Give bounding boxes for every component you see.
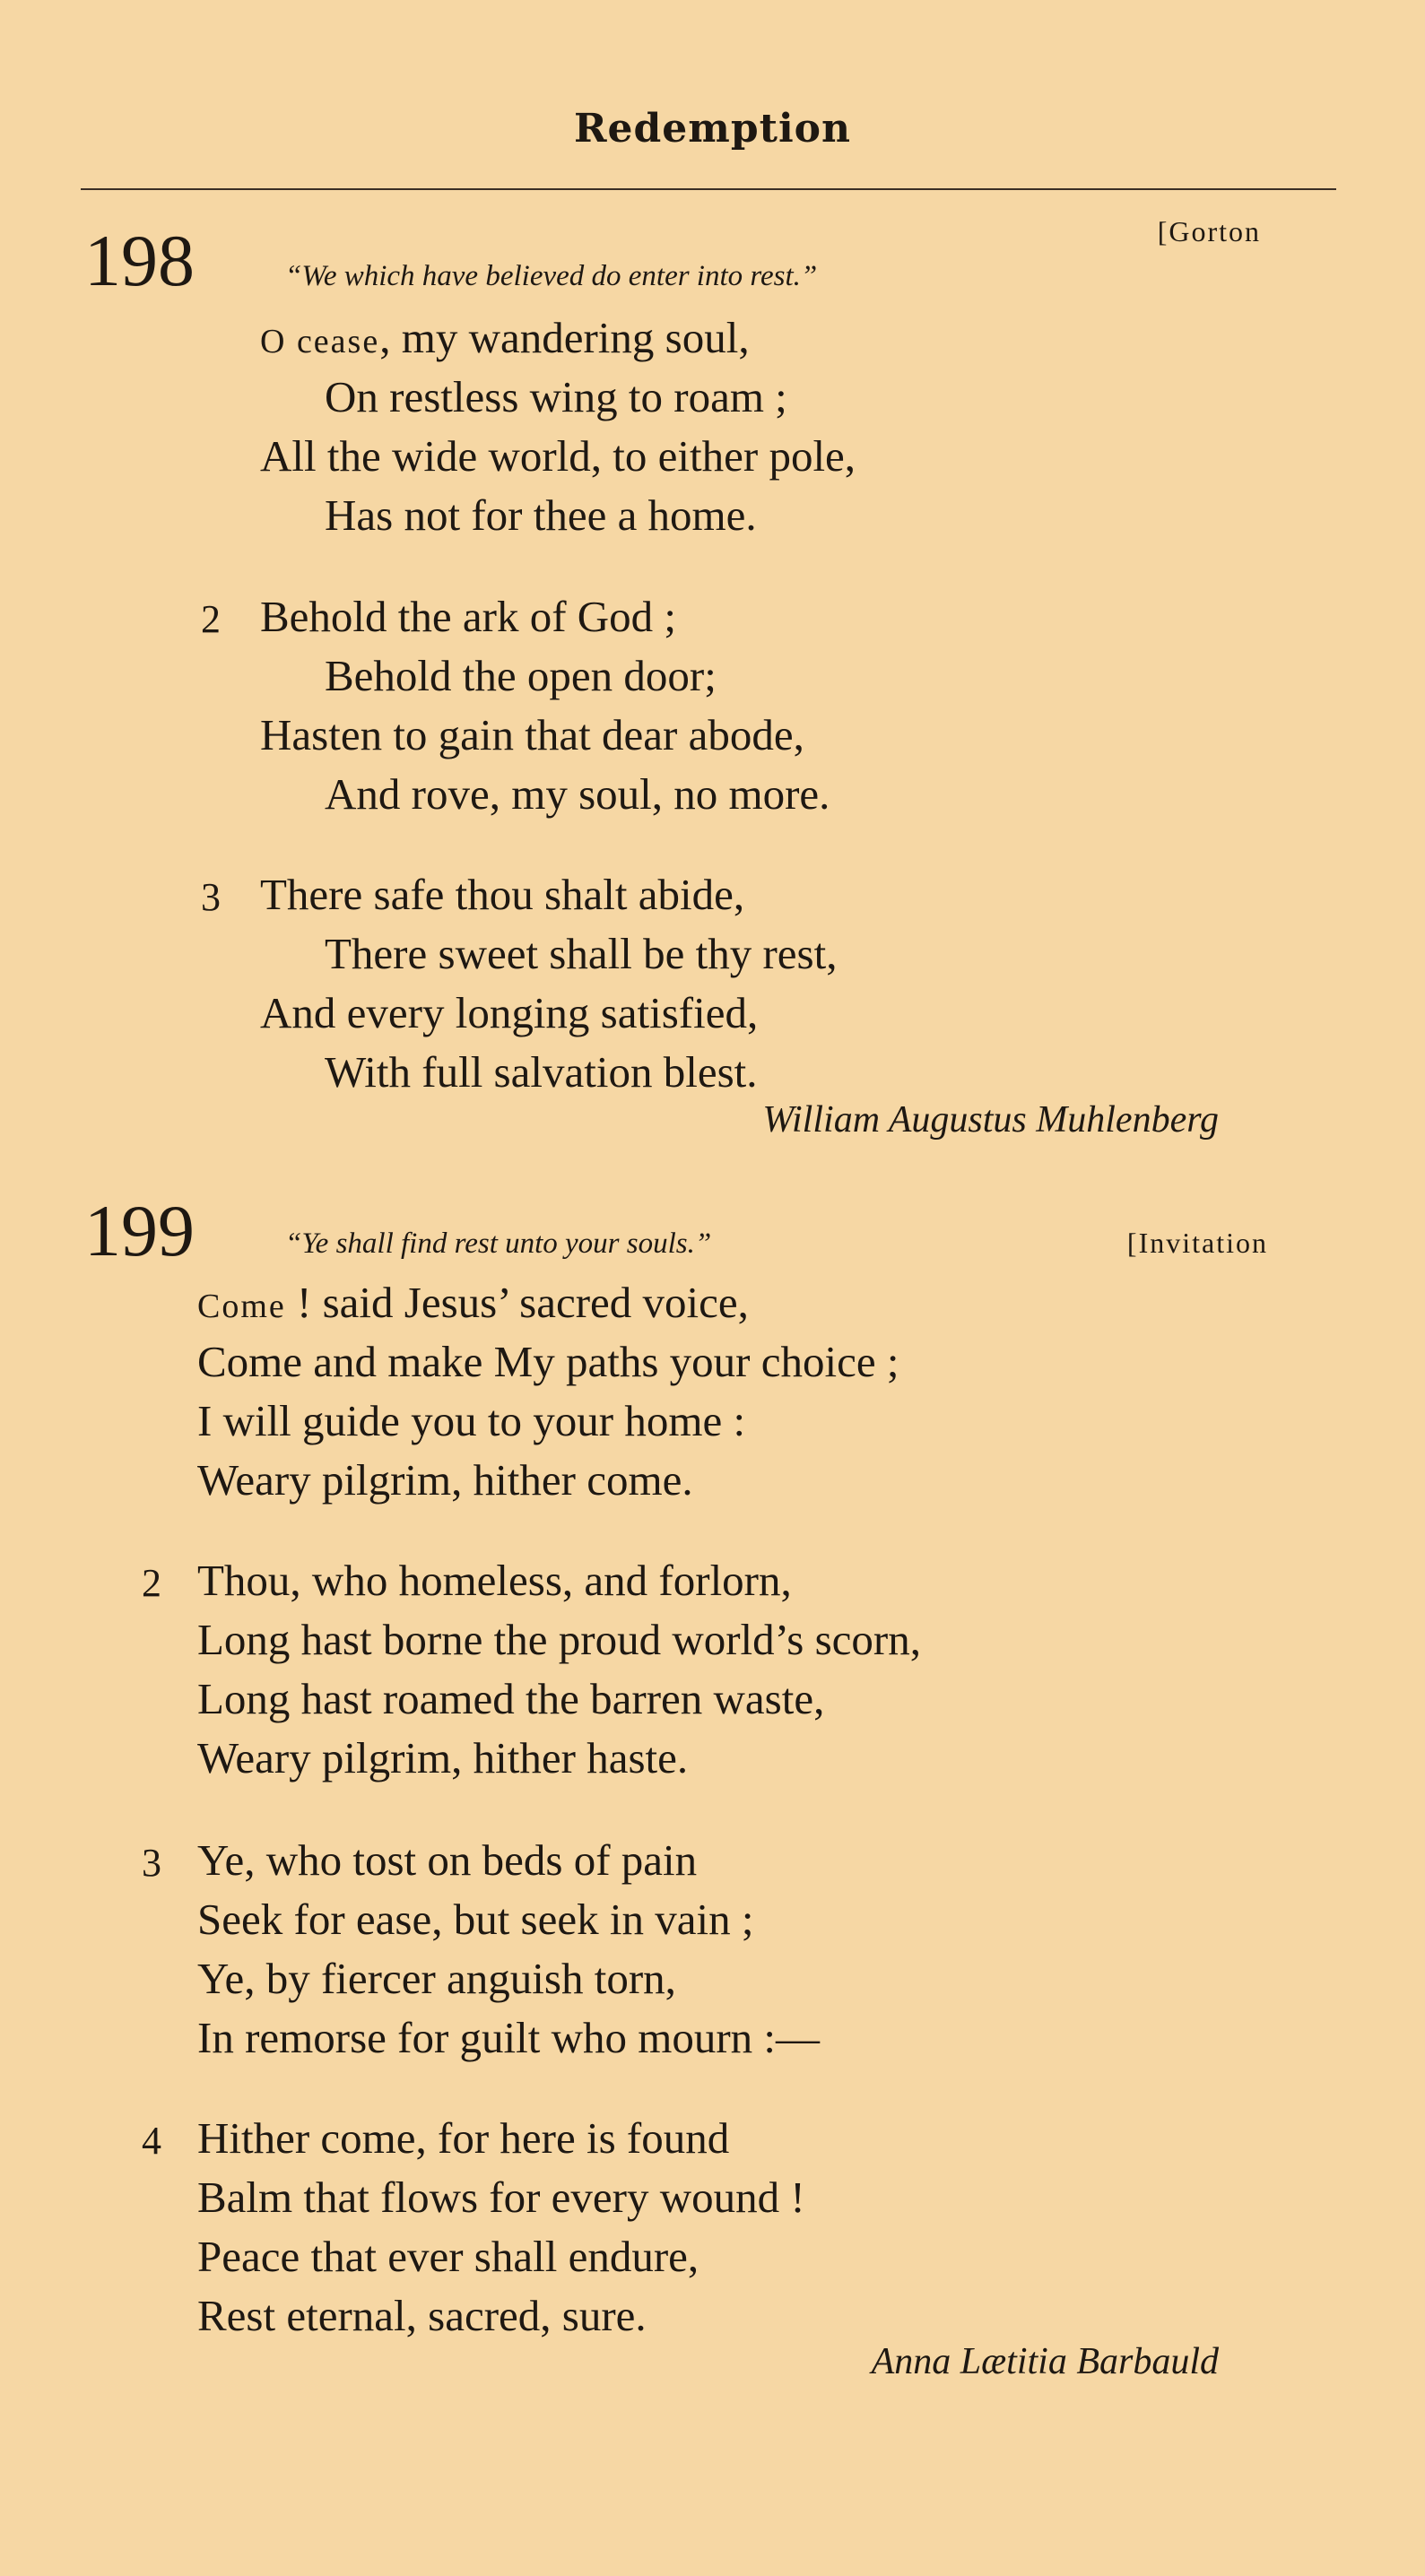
- stanza: [197, 2109, 805, 2346]
- epigraph: “We which have believed do enter into rest.”: [285, 260, 818, 292]
- stanza: [260, 865, 837, 1102]
- verse-line: And every longing satisfied,: [260, 988, 759, 1037]
- verse-line: Behold the open door;: [325, 651, 717, 700]
- verse-line: Come and make My paths your choice ;: [197, 1337, 899, 1386]
- hymn-number: 198: [84, 220, 195, 301]
- stanza-number: 2: [201, 597, 221, 641]
- verse-line: Long hast roamed the barren waste,: [197, 1674, 825, 1723]
- verse-line: [197, 1273, 899, 1332]
- verse-line: I will guide you to your home :: [197, 1396, 746, 1445]
- verse-line: And rove, my soul, no more.: [325, 769, 830, 819]
- verse-line: All the wide world, to either pole,: [260, 431, 856, 481]
- verse-line: In remorse for guilt who mourn :—: [197, 2013, 821, 2062]
- epigraph: “Ye shall find rest unto your souls.”: [285, 1227, 712, 1260]
- verse-line: Long hast borne the proud world’s scorn,: [197, 1615, 921, 1664]
- verse-lead: Come: [197, 1288, 286, 1325]
- verse-lead: O cease: [260, 323, 380, 360]
- verse-text: ! said Jesus’ sacred voice,: [285, 1278, 749, 1327]
- stanza: [260, 587, 830, 824]
- verse-line: [260, 308, 856, 368]
- verse-line: Rest eternal, sacred, sure.: [197, 2291, 647, 2340]
- verse-line: Peace that ever shall endure,: [197, 2232, 699, 2281]
- hymn-number: 199: [84, 1190, 195, 1271]
- stanza: [197, 1551, 921, 1788]
- verse-line: There safe thou shalt abide,: [260, 870, 745, 919]
- verse-line: Weary pilgrim, hither haste.: [197, 1733, 689, 1782]
- stanza: [197, 1273, 899, 1510]
- verse-line: Seek for ease, but seek in vain ;: [197, 1895, 754, 1944]
- verse-line: Weary pilgrim, hither come.: [197, 1455, 693, 1505]
- verse-line: Thou, who homeless, and forlorn,: [197, 1556, 792, 1605]
- verse-line: On restless wing to roam ;: [325, 372, 787, 421]
- header-rule: [81, 188, 1336, 190]
- author-attribution: William Augustus Muhlenberg: [762, 1099, 1219, 1141]
- stanza-number: 2: [142, 1561, 161, 1605]
- tune-name: [Gorton: [1157, 215, 1261, 247]
- verse-line: Hither come, for here is found: [197, 2113, 730, 2163]
- verse-line: Ye, who tost on beds of pain: [197, 1835, 698, 1885]
- verse-line: Has not for thee a home.: [325, 490, 757, 540]
- running-head: Redemption: [573, 106, 852, 152]
- verse-line: Hasten to gain that dear abode,: [260, 710, 804, 759]
- verse-line: Behold the ark of God ;: [260, 592, 677, 641]
- author-attribution: Anna Lætitia Barbauld: [871, 2341, 1219, 2382]
- stanza-number: 3: [201, 875, 221, 919]
- verse-line: Ye, by fiercer anguish torn,: [197, 1954, 676, 2003]
- stanza-number: 3: [142, 1841, 161, 1885]
- tune-name: [Invitation: [1126, 1227, 1268, 1259]
- stanza: [260, 308, 856, 545]
- verse-line: Balm that flows for every wound !: [197, 2173, 805, 2222]
- verse-line: There sweet shall be thy rest,: [325, 929, 838, 978]
- verse-text: , my wandering soul,: [379, 313, 750, 362]
- verse-line: With full salvation blest.: [325, 1047, 758, 1097]
- stanza-number: 4: [142, 2119, 161, 2163]
- stanza: [197, 1831, 820, 2068]
